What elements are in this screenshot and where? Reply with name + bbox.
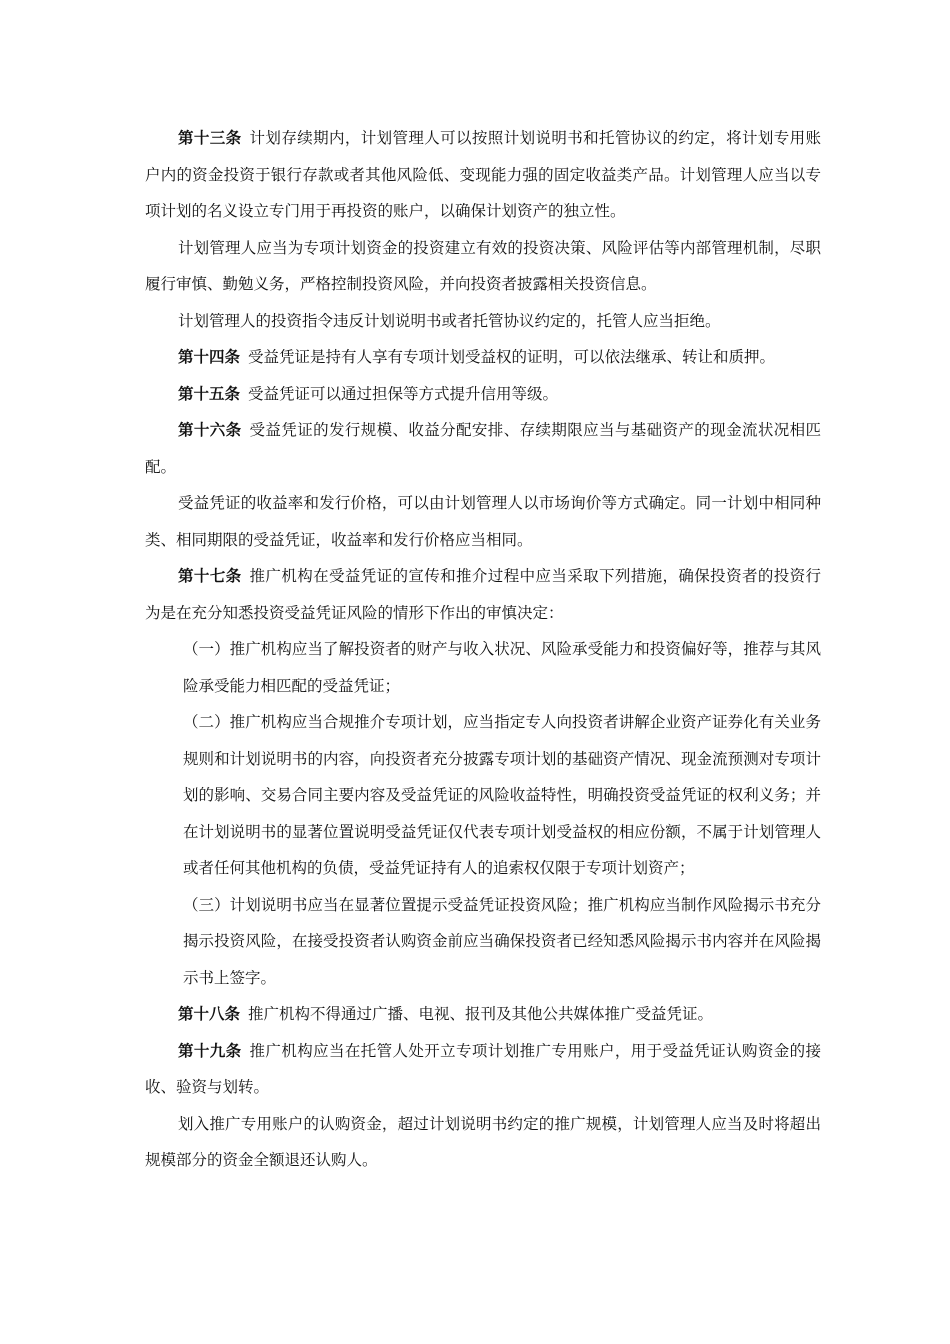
article-number: 第十五条 xyxy=(178,383,241,403)
article-number: 第十九条 xyxy=(178,1040,242,1060)
article-number: 第十四条 xyxy=(178,347,241,366)
article-number: 第十七条 xyxy=(178,566,242,585)
article-text: 受益凭证是持有人享有专项计划受益权的证明，可以依法继承、转让和质押。 xyxy=(248,348,776,366)
article-19-paragraph-2 xyxy=(145,1106,821,1179)
article-text: 计划存续期内，计划管理人可以按照计划说明书和托管协议的约定，将计划专用账户内的资金投资于银行存款或者其他风险低、变现能力强的固定收益类产品。计划管理人应当以专项计划的名义设立专门用于再投资的账户，以确保计划资产的独立性。 xyxy=(145,129,821,220)
article-text: 受益凭证可以通过担保等方式提升信用等级。 xyxy=(248,384,559,403)
article-number: 第十八条 xyxy=(178,1004,241,1023)
paragraph-text: 受益凭证的收益率和发行价格，可以由计划管理人以市场询价等方式确定。同一计划中相同种类、相同期限的受益凭证，收益率和发行价格应当相同。 xyxy=(145,494,821,549)
article-17 xyxy=(145,558,821,631)
list-item-text: （三）计划说明书应当在显著位置提示受益凭证投资风险；推广机构应当制作风险揭示书充分揭示投资风险，在接受投资者认购资金前应当确保投资者已经知悉风险揭示书内容并在风险揭示书上签字。 xyxy=(183,895,821,987)
article-19 xyxy=(145,1033,821,1106)
article-14 xyxy=(145,339,821,376)
article-13-paragraph-2 xyxy=(145,230,821,303)
article-text: 受益凭证的发行规模、收益分配安排、存续期限应当与基础资产的现金流状况相匹配。 xyxy=(145,421,821,476)
article-16 xyxy=(145,412,821,485)
article-16-paragraph-2 xyxy=(145,485,821,558)
paragraph-text: 计划管理人应当为专项计划资金的投资建立有效的投资决策、风险评估等内部管理机制，尽职履行审慎、勤勉义务，严格控制投资风险，并向投资者披露相关投资信息。 xyxy=(145,238,821,293)
article-text: 推广机构不得通过广播、电视、报刊及其他公共媒体推广受益凭证。 xyxy=(248,1005,714,1023)
article-17-item-2 xyxy=(145,704,821,887)
article-15 xyxy=(145,376,821,413)
list-item-text: （二）推广机构应当合规推介专项计划，应当指定专人向投资者讲解企业资产证券化有关业务规则和计划说明书的内容，向投资者充分披露专项计划的基础资产情况、现金流预测对专项计划的影响、交易合同主要内容及受益凭证的风险收益特性，明确投资受益凭证的权利义务；并在计划说明书的显著位置说明受益凭证仅代表专项计划受益权的相应份额，不属于计划管理人或者任何其他机构的负债，受益凭证持有人的追索权仅限于专项计划资产； xyxy=(183,713,821,877)
document-body xyxy=(145,120,821,1179)
article-text: 推广机构在受益凭证的宣传和推介过程中应当采取下列措施，确保投资者的投资行为是在充分知悉投资受益凭证风险的情形下作出的审慎决定： xyxy=(145,567,821,622)
article-17-item-3 xyxy=(145,887,821,997)
article-13 xyxy=(145,120,821,230)
paragraph-text: 划入推广专用账户的认购资金，超过计划说明书约定的推广规模，计划管理人应当及时将超出规模部分的资金全额退还认购人。 xyxy=(145,1114,821,1169)
article-number: 第十三条 xyxy=(178,128,242,147)
article-13-paragraph-3 xyxy=(145,303,821,340)
article-18 xyxy=(145,996,821,1033)
article-number: 第十六条 xyxy=(178,420,242,439)
list-item-text: （一）推广机构应当了解投资者的财产与收入状况、风险承受能力和投资偏好等，推荐与其风险承受能力相匹配的受益凭证； xyxy=(183,640,821,695)
article-17-item-1 xyxy=(145,631,821,704)
paragraph-text: 计划管理人的投资指令违反计划说明书或者托管协议约定的，托管人应当拒绝。 xyxy=(178,311,721,330)
article-text: 推广机构应当在托管人处开立专项计划推广专用账户，用于受益凭证认购资金的接收、验资与划转。 xyxy=(145,1041,821,1096)
